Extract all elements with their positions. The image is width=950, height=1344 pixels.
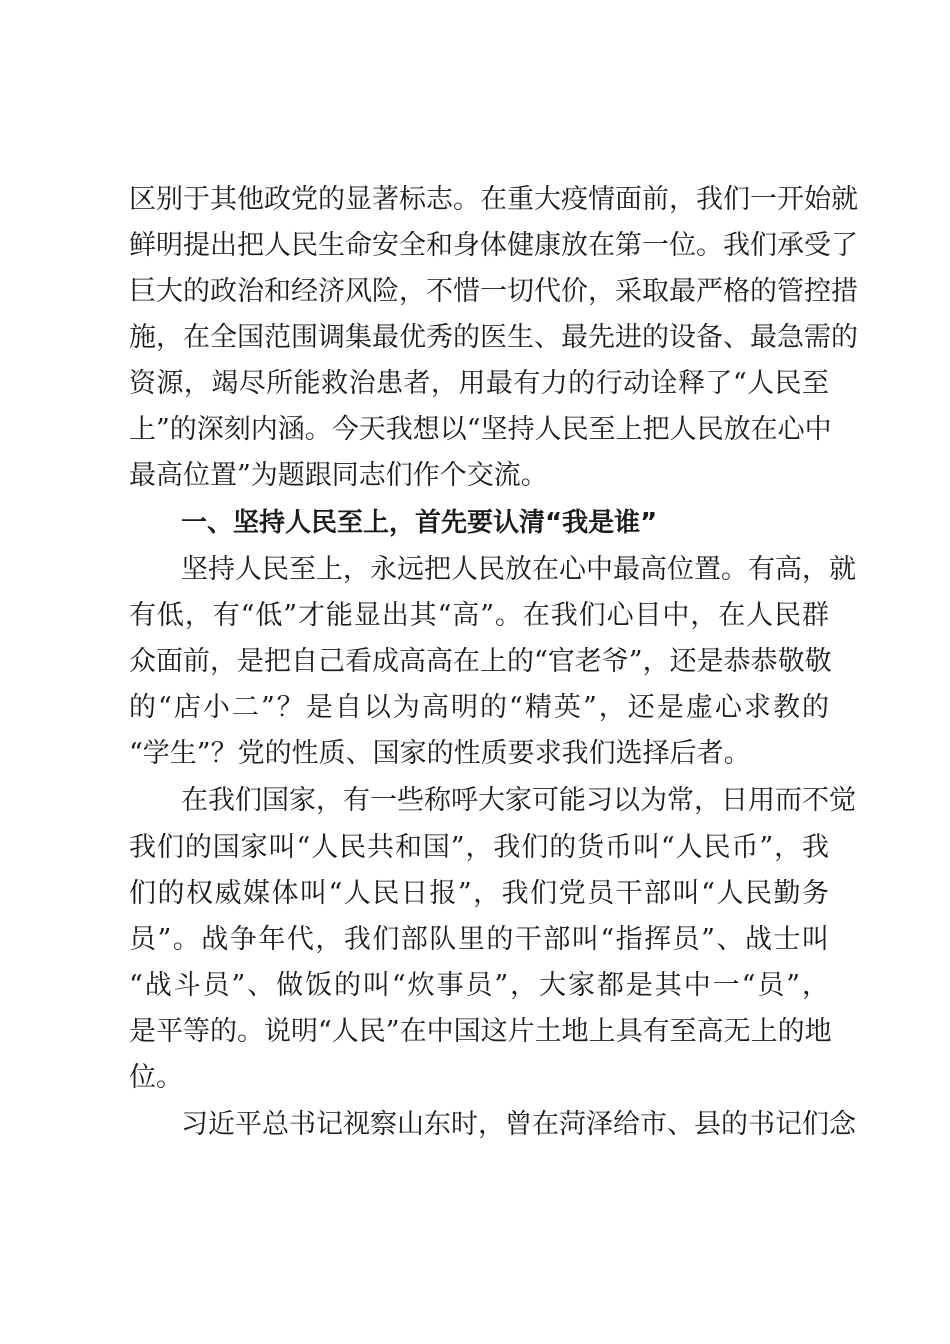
para1-line-5: “学生”？党的性质、国家的性质要求我们选择后者。 — [129, 738, 751, 769]
intro-line-4: 施，在全国范围调集最优秀的医生、最先进的设备、最急需的 — [129, 322, 858, 353]
intro-line-2: 鲜明提出把人民生命安全和身体健康放在第一位。我们承受了 — [129, 230, 858, 261]
para1-line-2: 有低，有“低”才能显出其“高”。在我们心目中，在人民群 — [129, 600, 829, 631]
para2-line-1: 在我们国家，有一些称呼大家可能习以为常，日用而不觉 — [181, 785, 856, 816]
intro-line-1: 区别于其他政党的显著标志。在重大疫情面前，我们一开始就 — [129, 184, 858, 215]
para1-line-3: 众面前，是把自己看成高高在上的“官老爷”，还是恭恭敬敬 — [129, 646, 832, 677]
intro-line-5: 资源，竭尽所能救治患者，用最有力的行动诠释了“人民至 — [129, 368, 829, 399]
para2-line-7: 位。 — [129, 1062, 183, 1093]
para3-line-1: 习近平总书记视察山东时，曾在菏泽给市、县的书记们念 — [181, 1109, 856, 1140]
para2-line-2: 我们的国家叫“人民共和国”，我们的货币叫“人民币”，我 — [129, 832, 829, 863]
intro-line-6: 上”的深刻内涵。今天我想以“坚持人民至上把人民放在心中 — [129, 414, 832, 445]
para2-line-4: 员”。战争年代，我们部队里的干部叫“指挥员”、战士叫 — [129, 924, 829, 955]
section-heading-1: 一、坚持人民至上，首先要认清“我是谁” — [181, 508, 658, 538]
para2-line-5: “战斗员”、做饭的叫“炊事员”，大家都是其中一“员”， — [129, 970, 829, 1001]
para1-line-1: 坚持人民至上，永远把人民放在心中最高位置。有高，就 — [181, 554, 856, 585]
para2-line-3: 们的权威媒体叫“人民日报”，我们党员干部叫“人民勤务 — [129, 878, 829, 909]
intro-line-3: 巨大的政治和经济风险，不惜一切代价，采取最严格的管控措 — [129, 276, 858, 307]
para2-line-6: 是平等的。说明“人民”在中国这片土地上具有至高无上的地 — [129, 1016, 832, 1047]
para1-line-4: 的“店小二”？是自以为高明的“精英”，还是虚心求教的 — [129, 692, 829, 723]
intro-line-7: 最高位置”为题跟同志们作个交流。 — [129, 460, 548, 491]
